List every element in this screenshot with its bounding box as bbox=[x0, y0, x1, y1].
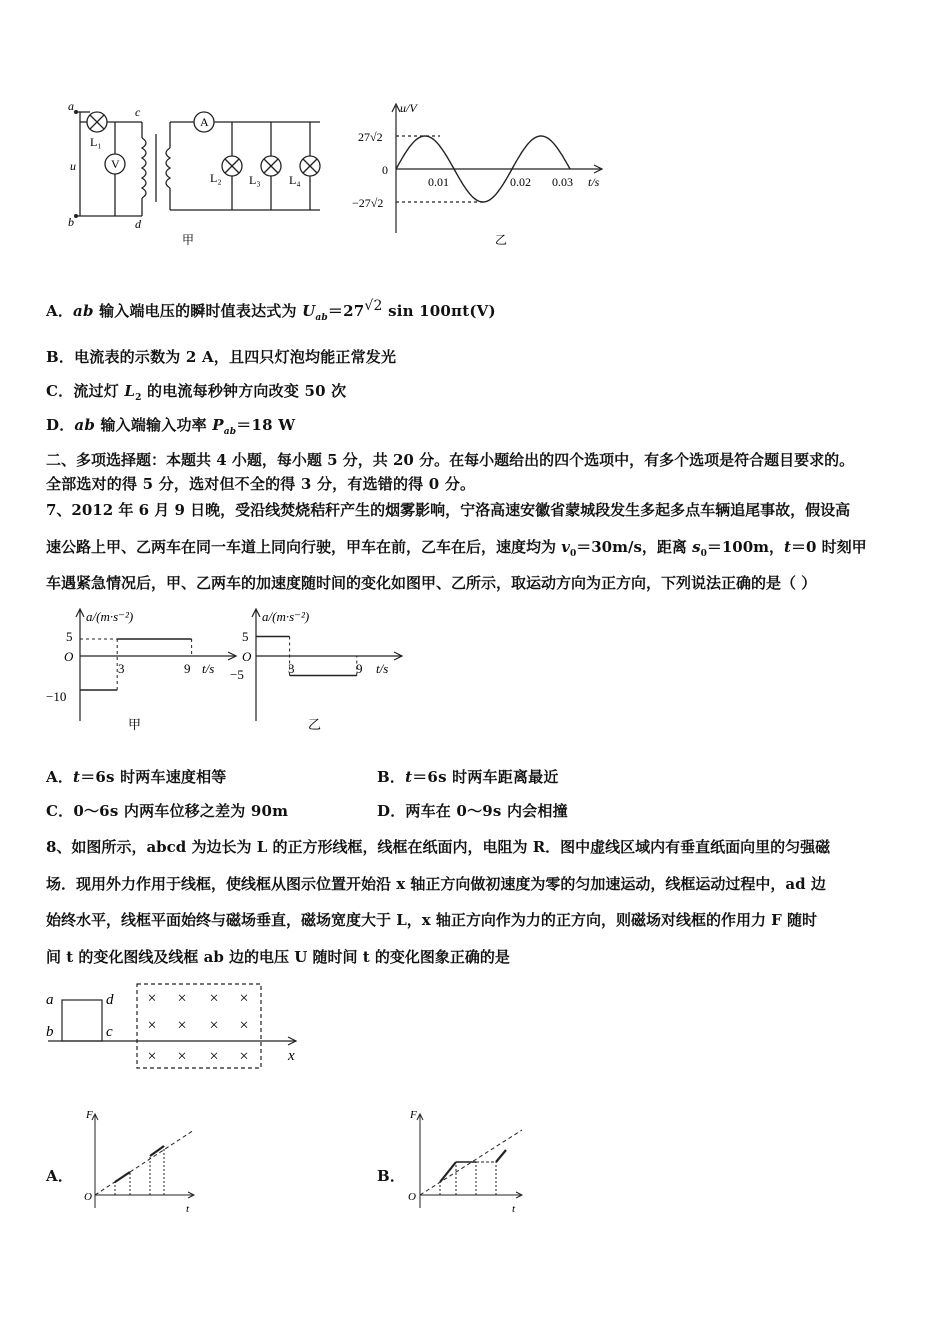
q7-option-d: D．两车在 0～9s 内会相撞 bbox=[377, 802, 568, 820]
field-cross-3: × bbox=[209, 990, 219, 1007]
voltage-waveform-chart bbox=[340, 98, 620, 248]
field-cross-11: × bbox=[209, 1048, 219, 1065]
corner-b-label: b bbox=[46, 1024, 54, 1040]
optB-origin: O bbox=[408, 1191, 416, 1203]
q7-line3: 车遇紧急情况后，甲、乙两车的加速度随时间的变化如图甲、乙所示，取运动方向为正方向，下列说法正确的是（ ） bbox=[46, 574, 817, 592]
voltmeter-label: V bbox=[111, 157, 120, 171]
yi-xtick-3: 3 bbox=[288, 661, 295, 676]
wave-xtick-1: 0.01 bbox=[428, 175, 449, 189]
q7-line2: 速公路上甲、乙两车在同一车道上同向行驶，甲车在前，乙车在后，速度均为 $v_0=30m/s$，距离 $s_0=100m$，t＝0 时刻甲 bbox=[46, 538, 867, 559]
corner-a-label: a bbox=[46, 992, 54, 1008]
field-cross-7: × bbox=[209, 1017, 219, 1034]
node-c-label: c bbox=[135, 105, 141, 119]
q7-option-a: A．t＝6s 时两车速度相等 bbox=[46, 768, 227, 786]
wave-xlabel: t/s bbox=[588, 175, 600, 189]
accel-graph-yi bbox=[226, 603, 416, 743]
q8-line1: 8、如图所示，abcd 为边长为 L 的正方形线框，线框在纸面内，电阻为 R．图中虚线区域内有垂直纸面向里的匀强磁 bbox=[46, 838, 831, 856]
node-a-label: a bbox=[68, 99, 74, 113]
jia-caption: 甲 bbox=[128, 717, 142, 732]
q8-option-a-label: A． bbox=[46, 1167, 74, 1185]
q6-option-c: C．流过灯 $L_2$ 的电流每秒钟方向改变 50 次 bbox=[46, 382, 347, 403]
transformer-circuit-figure bbox=[60, 98, 330, 248]
jia-xlabel: t/s bbox=[202, 661, 215, 676]
section2-line1: 二、多项选择题：本题共 4 小题，每小题 5 分，共 20 分。在每小题给出的四个选项中，有多个选项是符合题目要求的。 bbox=[46, 451, 855, 469]
field-cross-10: × bbox=[177, 1048, 187, 1065]
lamp-l2-label: L₂ bbox=[210, 171, 222, 185]
optB-F-label: F bbox=[410, 1109, 417, 1121]
optA-t-label: t bbox=[186, 1203, 190, 1215]
figure-caption-yi: 乙 bbox=[495, 233, 508, 247]
accel-graph-jia bbox=[44, 603, 244, 743]
q8-line3: 始终水平，线框平面始终与磁场垂直，磁场宽度大于 L，x 轴正方向作为力的正方向，则磁场对线框的作用力 F 随时 bbox=[46, 911, 818, 929]
wave-origin: 0 bbox=[382, 163, 388, 177]
q8-option-a-graph bbox=[82, 1108, 202, 1218]
jia-ytick-bottom: −10 bbox=[46, 689, 67, 704]
wave-xtick-2: 0.02 bbox=[510, 175, 531, 189]
corner-d-label: d bbox=[106, 992, 114, 1008]
field-cross-12: × bbox=[239, 1048, 249, 1065]
wave-xtick-3: 0.03 bbox=[552, 175, 573, 189]
jia-origin: O bbox=[64, 649, 74, 664]
lamp-l1-label: L₁ bbox=[90, 135, 102, 149]
q8-line2: 场．现用外力作用于线框，使线框从图示位置开始沿 x 轴正方向做初速度为零的匀加速运动，线框运动过程中，ad 边 bbox=[46, 875, 826, 893]
yi-xlabel: t/s bbox=[376, 661, 389, 676]
section2-line2: 全部选对的得 5 分，选对但不全的得 3 分，有选错的得 0 分。 bbox=[46, 475, 476, 493]
figure-caption-jia: 甲 bbox=[182, 233, 195, 247]
field-cross-8: × bbox=[239, 1017, 249, 1034]
field-cross-4: × bbox=[239, 990, 249, 1007]
ammeter-label: A bbox=[200, 115, 209, 129]
q7-line1: 7、2012 年 6 月 9 日晚，受沿线焚烧秸秆产生的烟雾影响，宁洛高速安徽省蒙城段发生多起多点车辆追尾事故，假设高 bbox=[46, 501, 851, 519]
field-cross-5: × bbox=[147, 1017, 157, 1034]
magnetic-field-figure bbox=[44, 978, 304, 1074]
jia-xtick-9: 9 bbox=[184, 661, 191, 676]
yi-caption: 乙 bbox=[308, 717, 322, 732]
yi-xtick-9: 9 bbox=[356, 661, 363, 676]
jia-ylabel: a/(m·s⁻²) bbox=[86, 609, 134, 624]
q6-option-a: A．ab 输入端电压的瞬时值表达式为 $U_{ab}=27^{√2}$ sin 100πt(V) bbox=[46, 298, 496, 323]
q8-line4: 间 t 的变化图线及线框 ab 边的电压 U 随时间 t 的变化图象正确的是 bbox=[46, 948, 510, 966]
optA-origin: O bbox=[84, 1191, 92, 1203]
wave-ylabel: u/V bbox=[400, 101, 417, 115]
jia-xtick-3: 3 bbox=[118, 661, 125, 676]
wave-ytick-top: 27√2 bbox=[358, 130, 383, 144]
q7-option-c: C．0～6s 内两车位移之差为 90m bbox=[46, 802, 289, 820]
field-x-label: x bbox=[288, 1048, 295, 1064]
q8-option-b-label: B． bbox=[377, 1167, 406, 1185]
jia-ytick-top: 5 bbox=[66, 629, 73, 644]
optA-F-label: F bbox=[86, 1109, 93, 1121]
q8-option-b-graph bbox=[404, 1108, 529, 1218]
square-loop-abcd bbox=[62, 1000, 102, 1041]
yi-ytick-top: 5 bbox=[242, 629, 249, 644]
yi-ylabel: a/(m·s⁻²) bbox=[262, 609, 310, 624]
corner-c-label: c bbox=[106, 1024, 113, 1040]
q6-option-b: B．电流表的示数为 2 A，且四只灯泡均能正常发光 bbox=[46, 348, 397, 366]
q7-option-b: B．t＝6s 时两车距离最近 bbox=[377, 768, 559, 786]
voltage-u-label: u bbox=[70, 159, 76, 173]
field-cross-2: × bbox=[177, 990, 187, 1007]
optB-t-label: t bbox=[512, 1203, 516, 1215]
node-d-label: d bbox=[135, 217, 141, 231]
lamp-l3-label: L₃ bbox=[249, 173, 261, 187]
node-b-label: b bbox=[68, 215, 74, 229]
field-cross-6: × bbox=[177, 1017, 187, 1034]
yi-origin: O bbox=[242, 649, 252, 664]
q6-option-d: D．ab 输入端输入功率 $P_{ab}=18$ W bbox=[46, 416, 296, 437]
yi-ytick-bottom: −5 bbox=[230, 667, 244, 682]
wave-ytick-bottom: −27√2 bbox=[352, 196, 384, 210]
lamp-l4-label: L₄ bbox=[289, 173, 301, 187]
field-cross-1: × bbox=[147, 990, 157, 1007]
field-cross-9: × bbox=[147, 1048, 157, 1065]
